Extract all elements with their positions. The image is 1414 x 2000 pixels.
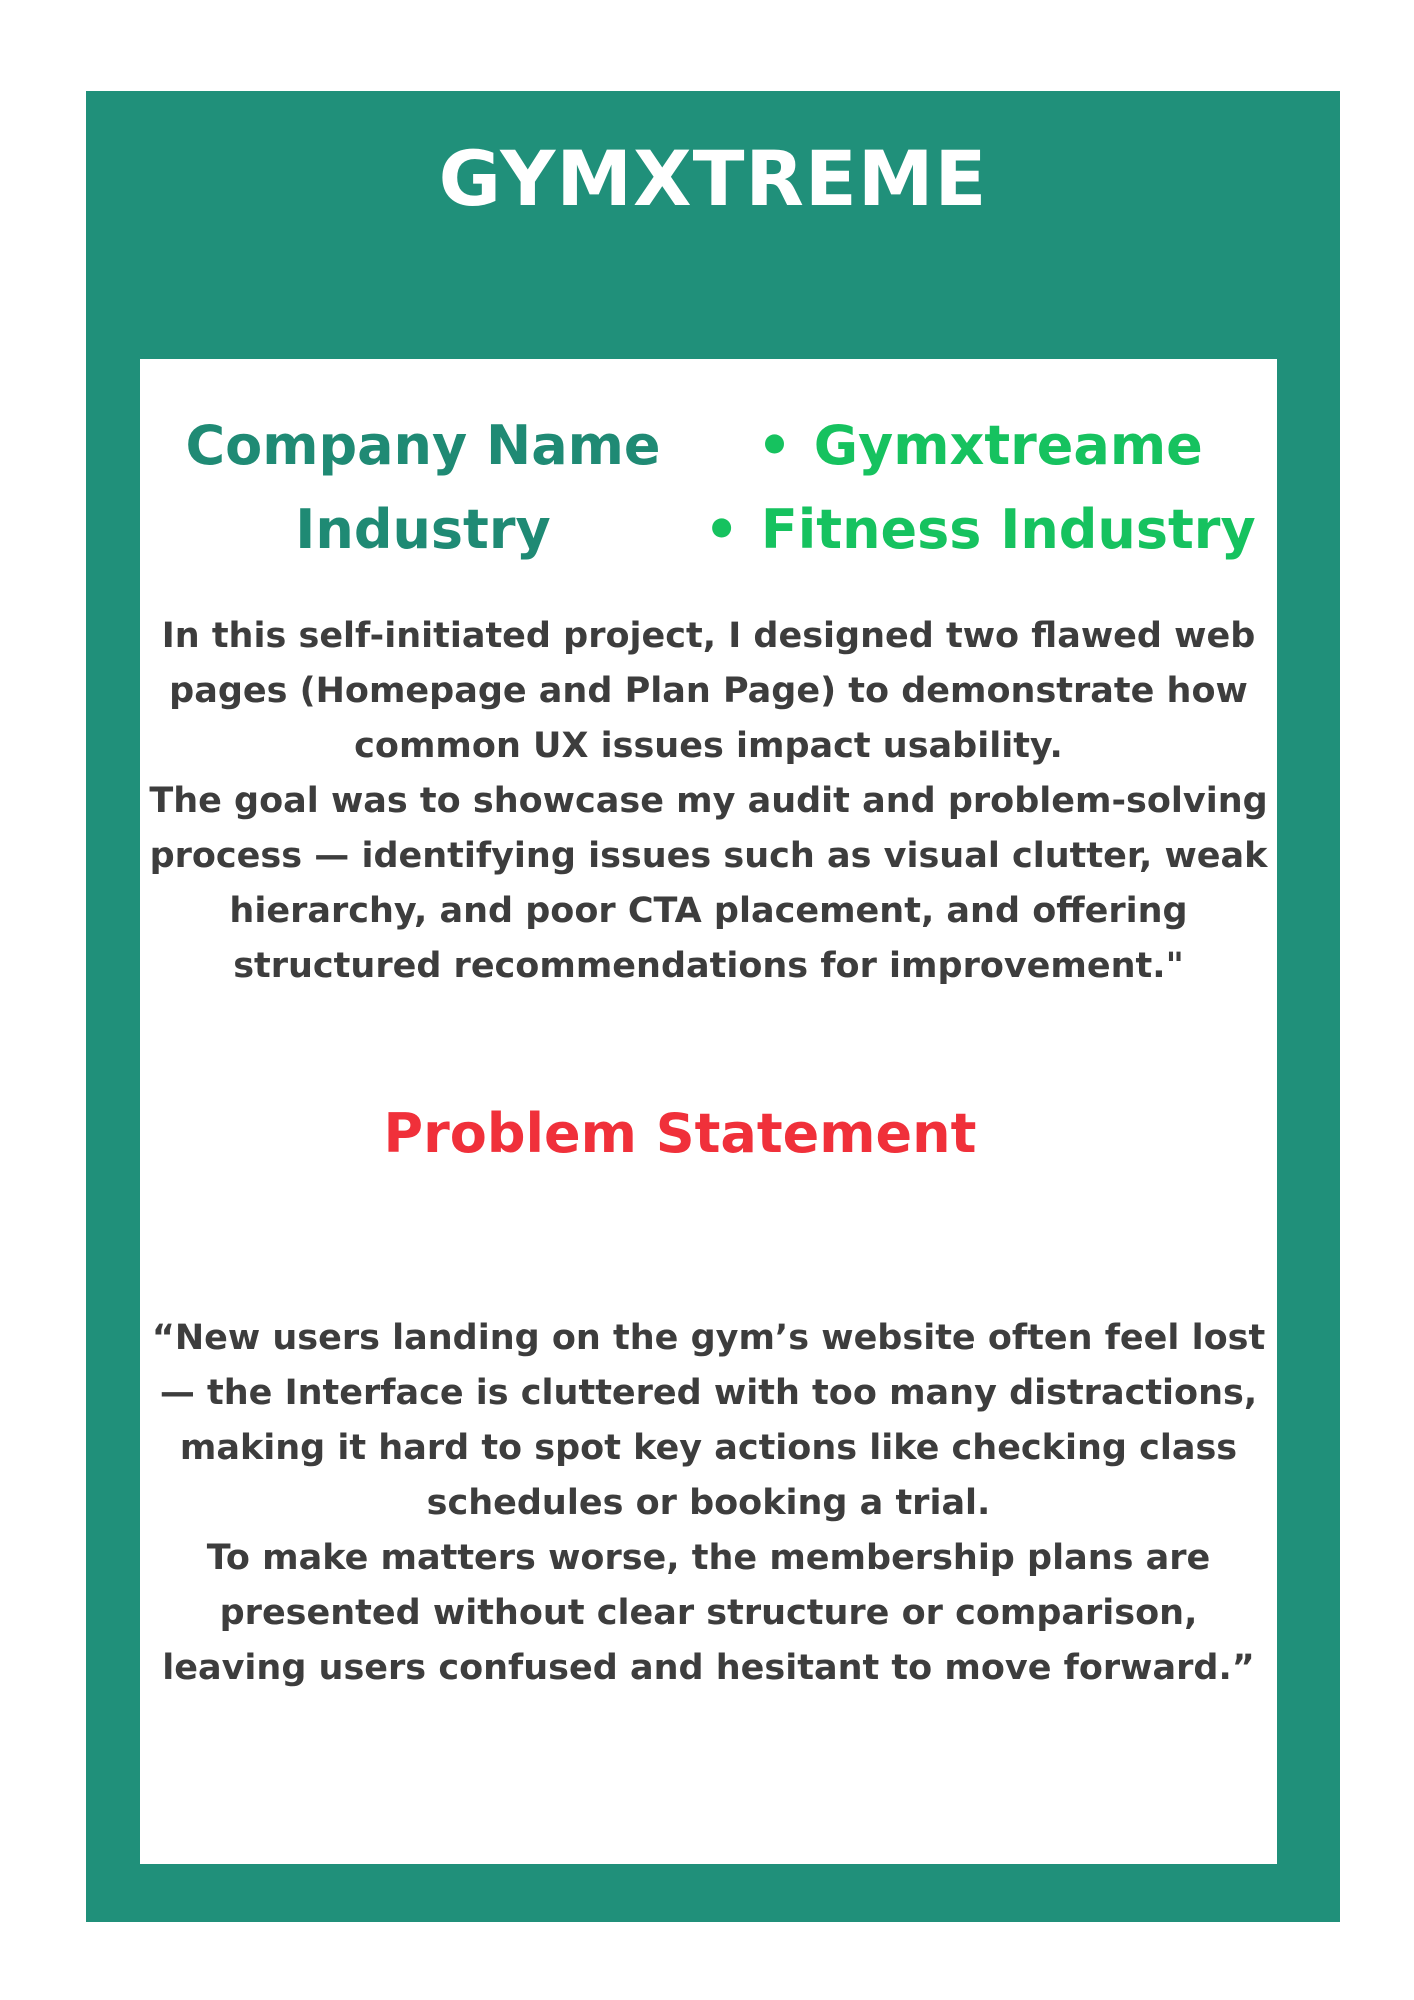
intro-line: In this self-initiated project, I designed two flawed web	[161, 616, 1256, 656]
page-frame	[86, 91, 1340, 1922]
info-values	[700, 404, 1260, 572]
problem-statement-heading: Problem Statement	[383, 1102, 977, 1165]
statement-line: — the Interface is cluttered with too many distractions,	[159, 1373, 1258, 1413]
industry-value: Fitness Industry	[760, 498, 1256, 561]
statement-line: presented without clear structure or comparison,	[219, 1593, 1198, 1633]
info-labels	[140, 404, 706, 572]
statement-line: leaving users confused and hesitant to move forward.”	[162, 1648, 1255, 1688]
content-card	[140, 359, 1277, 1864]
statement-line: making it hard to spot key actions like checking class	[179, 1428, 1238, 1468]
intro-line: The goal was to showcase my audit and problem-solving	[149, 781, 1268, 821]
company-name-value-row	[700, 404, 1260, 488]
company-name-label: Company Name	[185, 414, 661, 477]
intro-line: structured recommendations for improvement."	[233, 946, 1184, 986]
problem-statement-paragraph	[140, 1311, 1277, 1696]
intro-line: pages (Homepage and Plan Page) to demonstrate how	[169, 671, 1248, 711]
statement-line: To make matters worse, the membership plans are	[206, 1538, 1211, 1578]
intro-line: hierarchy, and poor CTA placement, and offering	[229, 891, 1188, 931]
industry-value-row	[700, 488, 1260, 572]
intro-paragraph	[140, 609, 1277, 994]
statement-line: “New users landing on the gym’s website often feel lost	[151, 1318, 1266, 1358]
intro-line: process — identifying issues such as visual clutter, weak	[149, 836, 1268, 876]
intro-line: common UX issues impact usability.	[354, 726, 1063, 766]
statement-line: schedules or booking a trial.	[426, 1483, 991, 1523]
bullet-icon: •	[757, 414, 792, 477]
industry-label: Industry	[295, 498, 551, 561]
bullet-icon: •	[704, 498, 739, 561]
company-name-value: Gymxtreame	[813, 414, 1203, 477]
page-title: GYMXTREME	[438, 134, 988, 223]
